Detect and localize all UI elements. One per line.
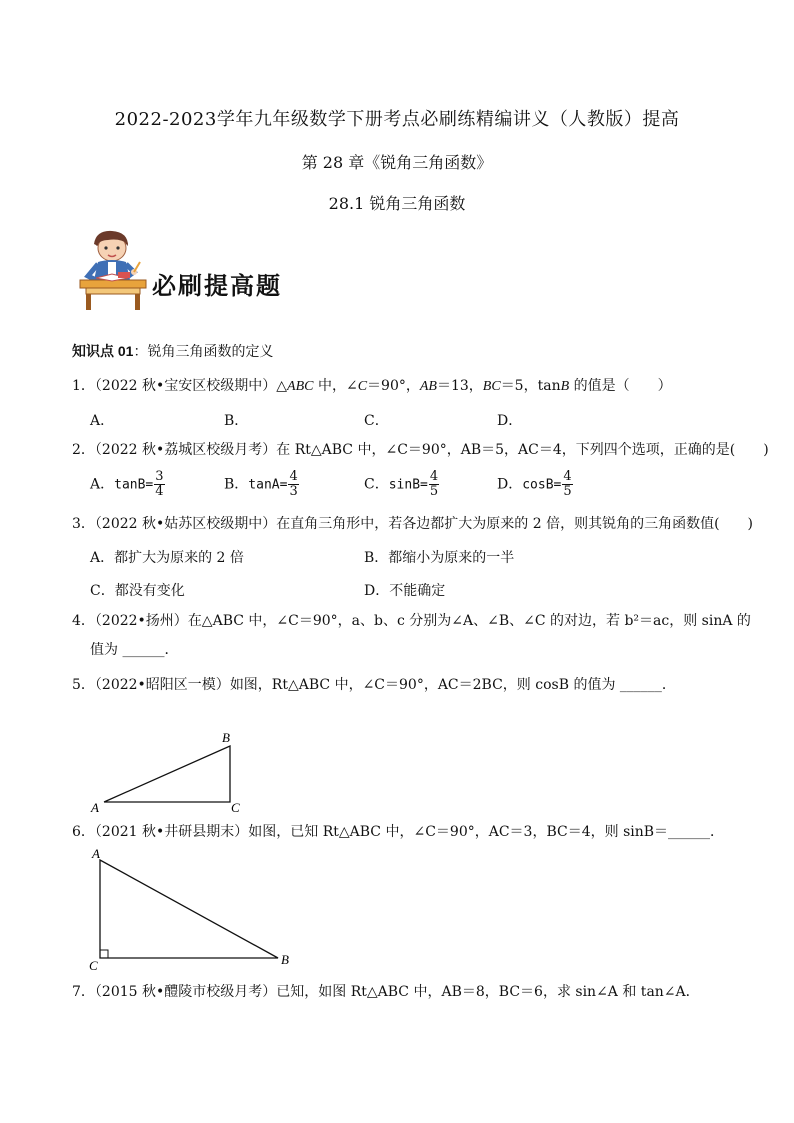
denominator: 5 bbox=[563, 484, 572, 499]
vertex-label-b: B bbox=[281, 952, 289, 967]
question-2 bbox=[72, 440, 769, 460]
numerator: 4 bbox=[429, 469, 439, 484]
fraction bbox=[154, 470, 164, 499]
question-7 bbox=[72, 982, 700, 1002]
document-title: 2022-2023学年九年级数学下册考点必刷练精编讲义（人教版）提高 bbox=[114, 109, 680, 130]
knowledge-point-heading bbox=[72, 341, 273, 361]
q3-option-a[interactable]: A．都扩大为原来的 2 倍 bbox=[90, 550, 244, 566]
question-6 bbox=[72, 822, 724, 842]
vertex-label-a: A bbox=[92, 846, 100, 861]
question-number: 2． bbox=[72, 442, 95, 458]
option-label: A． bbox=[90, 476, 115, 493]
vertex-label-a: A bbox=[91, 800, 99, 815]
question-text: 在直角三角形中，若各边都扩大为原来的 2 倍，则其锐角的三角函数值( ) bbox=[276, 516, 753, 532]
q1-option-a[interactable]: A． bbox=[90, 413, 115, 429]
question-source: （2015 秋•醴陵市校级月考） bbox=[94, 984, 277, 1000]
option-function: cosB= bbox=[522, 477, 562, 493]
question-source: （2022•昭阳区一模） bbox=[94, 677, 230, 693]
option-label: C． bbox=[364, 476, 389, 493]
q2-option-d[interactable] bbox=[497, 470, 573, 499]
question-text: 如图，已知 Rt△ABC 中，∠C＝90°，AC＝3，BC＝4，则 sinB＝______． bbox=[248, 824, 725, 840]
question-number: 4． bbox=[72, 613, 95, 629]
question-source: （2022 秋•荔城区校级月考） bbox=[94, 442, 277, 458]
q1-text: ＝90°， bbox=[367, 378, 420, 394]
numerator: 3 bbox=[155, 469, 164, 484]
option-function: tanA= bbox=[248, 477, 288, 493]
question-number: 6． bbox=[72, 824, 95, 840]
question-1 bbox=[72, 376, 672, 397]
right-angle-mark bbox=[100, 950, 108, 958]
denominator: 4 bbox=[155, 484, 164, 499]
question-4 bbox=[72, 611, 751, 631]
option-function: sinB= bbox=[388, 477, 428, 493]
section-title: 28.1 锐角三角函数 bbox=[328, 194, 466, 213]
q2-option-b[interactable] bbox=[224, 470, 299, 499]
question-text: 在△ABC 中，∠C＝90°，a、b、c 分别为∠A、∠B、∠C 的对边，若 b²＝ac，则 sinA 的 bbox=[187, 613, 751, 629]
question-5 bbox=[72, 675, 676, 695]
chapter-title: 第 28 章《锐角三角函数》 bbox=[301, 153, 493, 172]
q4-answer-line: 值为 ______． bbox=[90, 642, 179, 658]
knowledge-point-separator: ： bbox=[133, 344, 148, 360]
denominator: 5 bbox=[429, 484, 439, 499]
q1-text: ＝5，tan bbox=[500, 378, 561, 394]
question-number: 5． bbox=[72, 677, 95, 693]
question-number: 3． bbox=[72, 516, 95, 532]
option-label: B． bbox=[224, 476, 249, 493]
q6-triangle-figure bbox=[86, 846, 300, 974]
q2-option-a[interactable] bbox=[90, 470, 165, 499]
q1-text: 中，∠ bbox=[313, 378, 358, 394]
student-studying-illustration bbox=[78, 228, 148, 310]
q3-option-c[interactable]: C．都没有变化 bbox=[90, 583, 185, 599]
knowledge-point-label: 知识点 01 bbox=[72, 343, 134, 359]
vertex-label-c: C bbox=[89, 958, 98, 973]
q1-option-b[interactable]: B． bbox=[224, 413, 249, 429]
question-text: 如图，Rt△ABC 中，∠C＝90°，AC＝2BC，则 cosB 的值为 ______． bbox=[229, 677, 676, 693]
q1-var: BC bbox=[482, 379, 501, 394]
q1-option-d[interactable]: D． bbox=[497, 413, 523, 429]
q1-var: C bbox=[357, 379, 368, 394]
fraction bbox=[562, 470, 572, 499]
question-text: 在 Rt△ABC 中，∠C＝90°，AB＝5，AC＝4，下列四个选项，正确的是( ) bbox=[276, 442, 769, 458]
q2-option-c[interactable] bbox=[364, 470, 439, 499]
option-label: D． bbox=[497, 476, 523, 493]
numerator: 4 bbox=[289, 469, 298, 484]
q1-text: 的值是（ ） bbox=[569, 378, 672, 394]
question-3 bbox=[72, 514, 753, 534]
question-text: 已知，如图 Rt△ABC 中，AB＝8，BC＝6，求 sin∠A 和 tan∠A． bbox=[276, 984, 700, 1000]
q1-text: △ bbox=[276, 378, 288, 394]
numerator: 4 bbox=[563, 469, 572, 484]
option-function: tanB= bbox=[114, 477, 154, 493]
banner-heading: 必刷提高题 bbox=[152, 271, 282, 300]
denominator: 3 bbox=[289, 484, 298, 499]
triangle-abc bbox=[104, 746, 230, 802]
vertex-label-b: B bbox=[222, 730, 230, 745]
q1-text: ＝13， bbox=[436, 378, 483, 394]
question-number: 1． bbox=[72, 378, 95, 394]
q5-triangle-figure bbox=[88, 728, 248, 818]
q1-option-c[interactable]: C． bbox=[364, 413, 389, 429]
knowledge-point-text: 锐角三角函数的定义 bbox=[147, 344, 274, 360]
vertex-label-c: C bbox=[231, 800, 240, 815]
question-source: （2022•扬州） bbox=[94, 613, 188, 629]
q1-var: B bbox=[560, 379, 570, 394]
question-number: 7． bbox=[72, 984, 95, 1000]
fraction bbox=[429, 470, 439, 499]
fraction bbox=[288, 470, 298, 499]
triangle-abc bbox=[100, 860, 278, 958]
question-source: （2021 秋•井研县期末） bbox=[94, 824, 249, 840]
question-source: （2022 秋•宝安区校级期中） bbox=[94, 378, 277, 394]
question-source: （2022 秋•姑苏区校级期中） bbox=[94, 516, 277, 532]
q1-var: AB bbox=[419, 379, 437, 394]
q3-option-d[interactable]: D．不能确定 bbox=[364, 583, 446, 599]
q1-var: ABC bbox=[287, 379, 314, 394]
q3-option-b[interactable]: B．都缩小为原来的一半 bbox=[364, 550, 515, 566]
